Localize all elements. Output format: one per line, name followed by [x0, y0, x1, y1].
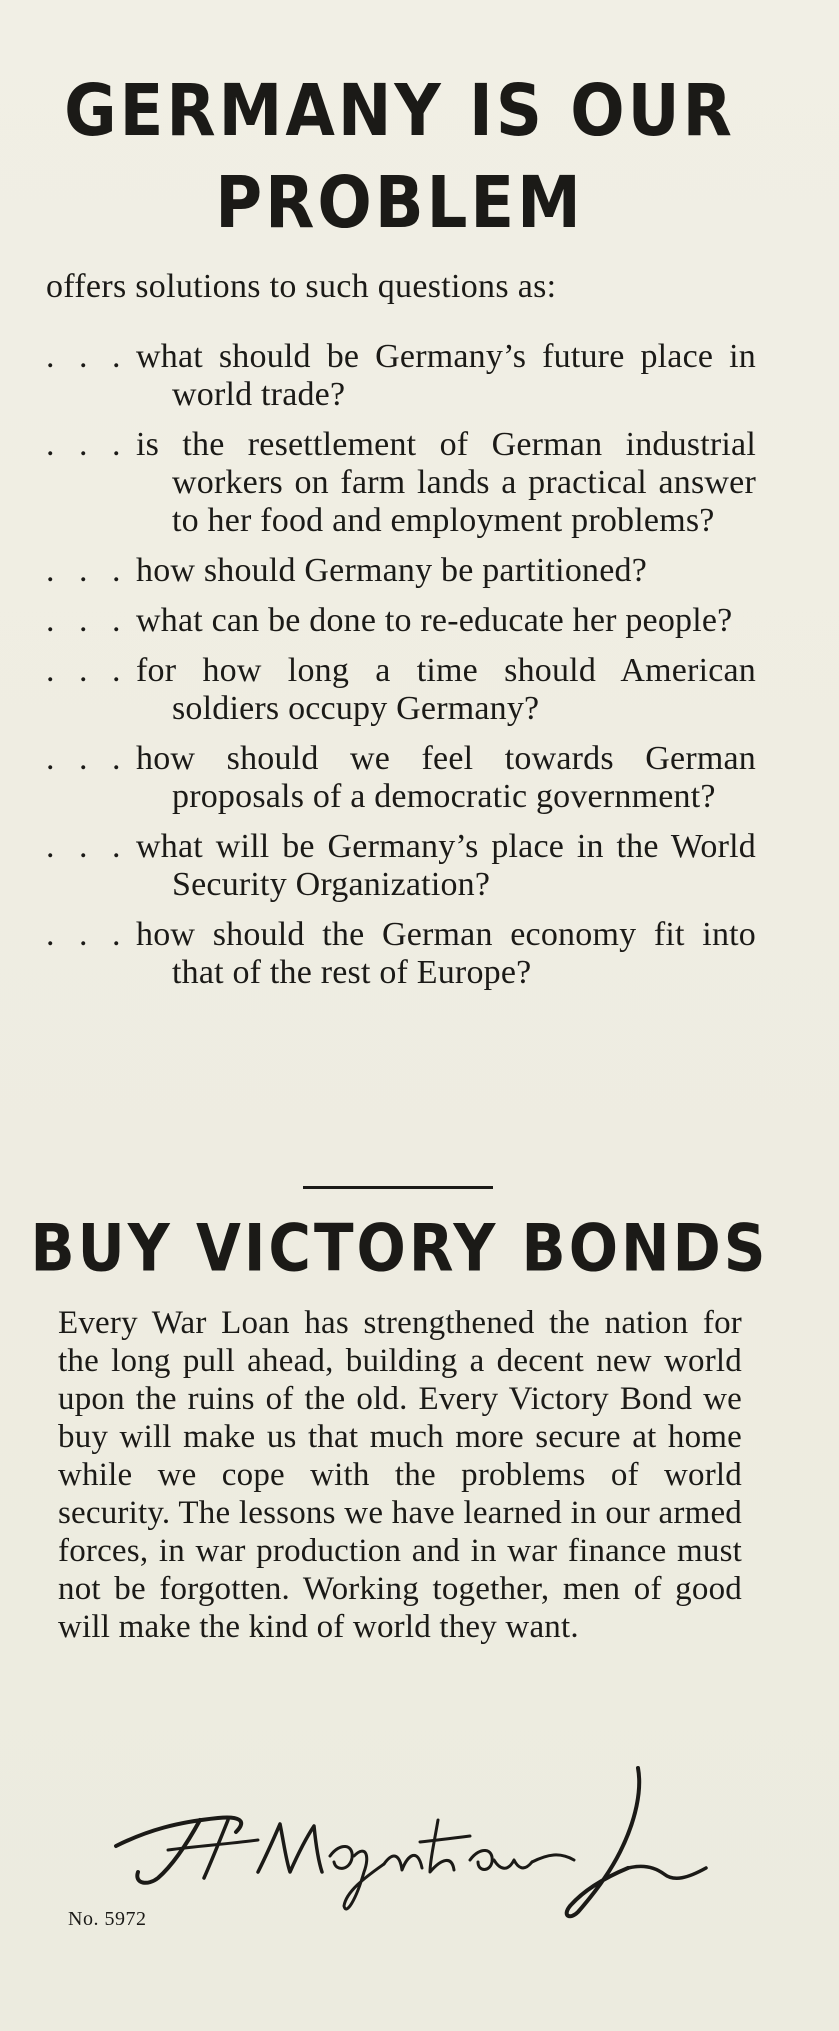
question-item — [46, 552, 756, 590]
intro-text: offers solutions to such questions as: — [46, 268, 557, 305]
question-item — [46, 740, 756, 816]
ellipsis-marker: . . . — [46, 426, 129, 463]
question-text: is the resettlement of German industrial workers on farm lands a practical answer to her food and employment problems? — [136, 426, 756, 539]
question-item — [46, 652, 756, 728]
question-item — [46, 338, 756, 414]
question-text: what will be Germany’s place in the World Security Organization? — [136, 828, 756, 903]
title-line-2: PROBLEM — [215, 162, 584, 245]
question-item — [46, 828, 756, 904]
title-line-1: GERMANY IS OUR — [64, 70, 735, 153]
question-text: what should be Germany’s future place in world trade? — [136, 338, 756, 413]
divider-rule — [303, 1186, 493, 1189]
question-text: for how long a time should American soldiers occupy Germany? — [136, 652, 756, 727]
ellipsis-marker: . . . — [46, 338, 129, 375]
question-text: how should we feel towards German proposals of a democratic government? — [136, 740, 756, 815]
question-text: how should the German economy fit into that of the rest of Europe? — [136, 916, 756, 991]
ellipsis-marker: . . . — [46, 916, 129, 953]
question-item — [46, 916, 756, 992]
section-heading: BUY VICTORY BONDS — [30, 1210, 769, 1287]
signature — [108, 1760, 728, 1930]
ellipsis-marker: . . . — [46, 602, 129, 639]
ellipsis-marker: . . . — [46, 552, 129, 589]
questions-list — [46, 338, 756, 1004]
ellipsis-marker: . . . — [46, 740, 129, 777]
section-body: Every War Loan has strengthened the nation for the long pull ahead, building a decent new world upon the ruins of the old. Every Victory Bond we buy will make us that much more secure at home while we cope with the problems of world security. The lessons we have learned in our armed forces, in war production and in war finance must not be forgotten. Working together, men of good will make the kind of world they want. — [58, 1305, 742, 1645]
catalog-number: No. 5972 — [68, 1908, 147, 1930]
ellipsis-marker: . . . — [46, 828, 129, 865]
ellipsis-marker: . . . — [46, 652, 129, 689]
question-item — [46, 602, 756, 640]
question-item — [46, 426, 756, 540]
question-text: what can be done to re-educate her people? — [136, 602, 733, 639]
question-text: how should Germany be partitioned? — [136, 552, 648, 589]
